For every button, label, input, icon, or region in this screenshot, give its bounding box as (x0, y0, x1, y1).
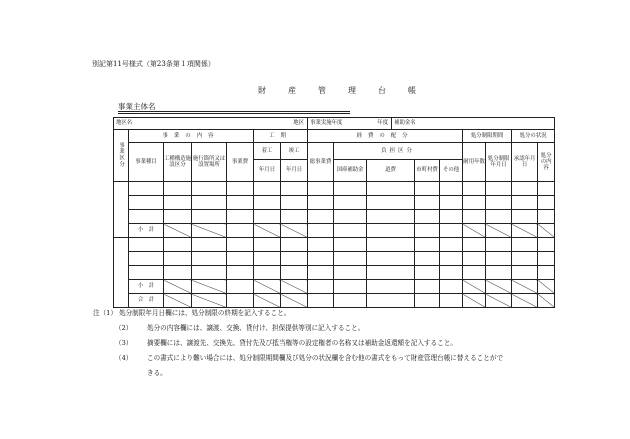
disposal-period-header: 処分制限期間 (463, 130, 512, 143)
note-4: （4） この書式により難い場合には、処分制限期間欄及び処分の状況欄を含む他の書式をもって財産管理台帳に替えることがで (115, 354, 504, 362)
page-title: 財産管理台帳 (258, 86, 438, 95)
location-header: 施行箇所又は設置場所 (192, 143, 227, 182)
notes-section (93, 306, 503, 381)
table-row (114, 182, 555, 196)
fiscal-year-cell (308, 118, 392, 130)
useful-life-header: 耐用年数 (463, 143, 486, 182)
note-2: （2） 処分の内容欄には、譲渡、交換、貸付け、担保提供等別に記入すること。 (115, 324, 365, 332)
subtotal-row (114, 224, 555, 238)
completion-header: 竣工 (281, 143, 308, 160)
district-cell (114, 118, 308, 130)
header-row-sub (114, 143, 555, 160)
prefecture-cost-header: 道費 (367, 160, 415, 182)
total-cost-header: 総事業費 (308, 143, 334, 182)
municipal-cost-header: 市町村費 (415, 160, 440, 182)
fiscal-year-label: 事業実施年度 (310, 120, 343, 127)
completion-date-unit: 年月日 (281, 160, 308, 182)
header-row-groups (114, 130, 555, 143)
table-row (114, 252, 555, 266)
owner-underline-second (118, 113, 350, 114)
subsidy-cell (392, 118, 555, 130)
other-cost-header: その他 (440, 160, 463, 182)
form-reference: 別記第11号様式（第23条第１項関係） (92, 60, 215, 68)
business-class-cell (114, 182, 129, 238)
owner-label: 事業主体名 (118, 102, 156, 111)
total-label: 合 計 (129, 294, 164, 308)
construction-period-header: 工期 (254, 130, 308, 143)
business-class-cell (114, 238, 129, 308)
note-4-continued: きる。 (147, 369, 167, 377)
header-row-district (114, 118, 555, 130)
table-row (114, 266, 555, 280)
district-label: 地区名 (116, 120, 133, 127)
disposal-content-header: 処分の内容 (538, 143, 555, 182)
subtotal-label: 小 計 (129, 280, 164, 294)
note-3: （3） 摘要欄には、譲渡先、交換先、貸付先及び抵当権等の設定権者の名称又は補助金返還額を記入すること。 (115, 339, 457, 347)
national-subsidy-header: 国庫補助金 (334, 160, 367, 182)
subsidy-label: 補助金名 (394, 120, 416, 127)
table-row (114, 238, 555, 252)
facility-class-header: 工種構造施設区分 (164, 143, 192, 182)
table-row (114, 196, 555, 210)
owner-underline (118, 111, 350, 112)
burden-class-header: 負担区分 (334, 143, 463, 160)
subtotal-label: 小 計 (129, 224, 164, 238)
business-class-header: 事業区分 (114, 130, 129, 182)
business-content-header: 事業の内容 (129, 130, 254, 143)
disposal-status-header: 処分の状況 (512, 130, 555, 143)
start-header: 着工 (254, 143, 281, 160)
approval-date-header: 承認年月日 (512, 143, 538, 182)
business-type-header: 事業種目 (129, 143, 164, 182)
asset-ledger-table (113, 117, 555, 308)
disposal-limit-date-header: 処分制限年月日 (486, 143, 512, 182)
year-suffix: 年度 (377, 120, 389, 127)
project-cost-header: 事業費 (227, 143, 254, 182)
subtotal-row (114, 280, 555, 294)
table-row (114, 210, 555, 224)
start-date-unit: 年月日 (254, 160, 281, 182)
cost-allocation-header: 経費の配分 (308, 130, 463, 143)
district-suffix: 地区 (293, 120, 305, 127)
note-1: 注（1） 処分制限年月日欄には、処分制限の終期を記入すること。 (93, 309, 291, 317)
